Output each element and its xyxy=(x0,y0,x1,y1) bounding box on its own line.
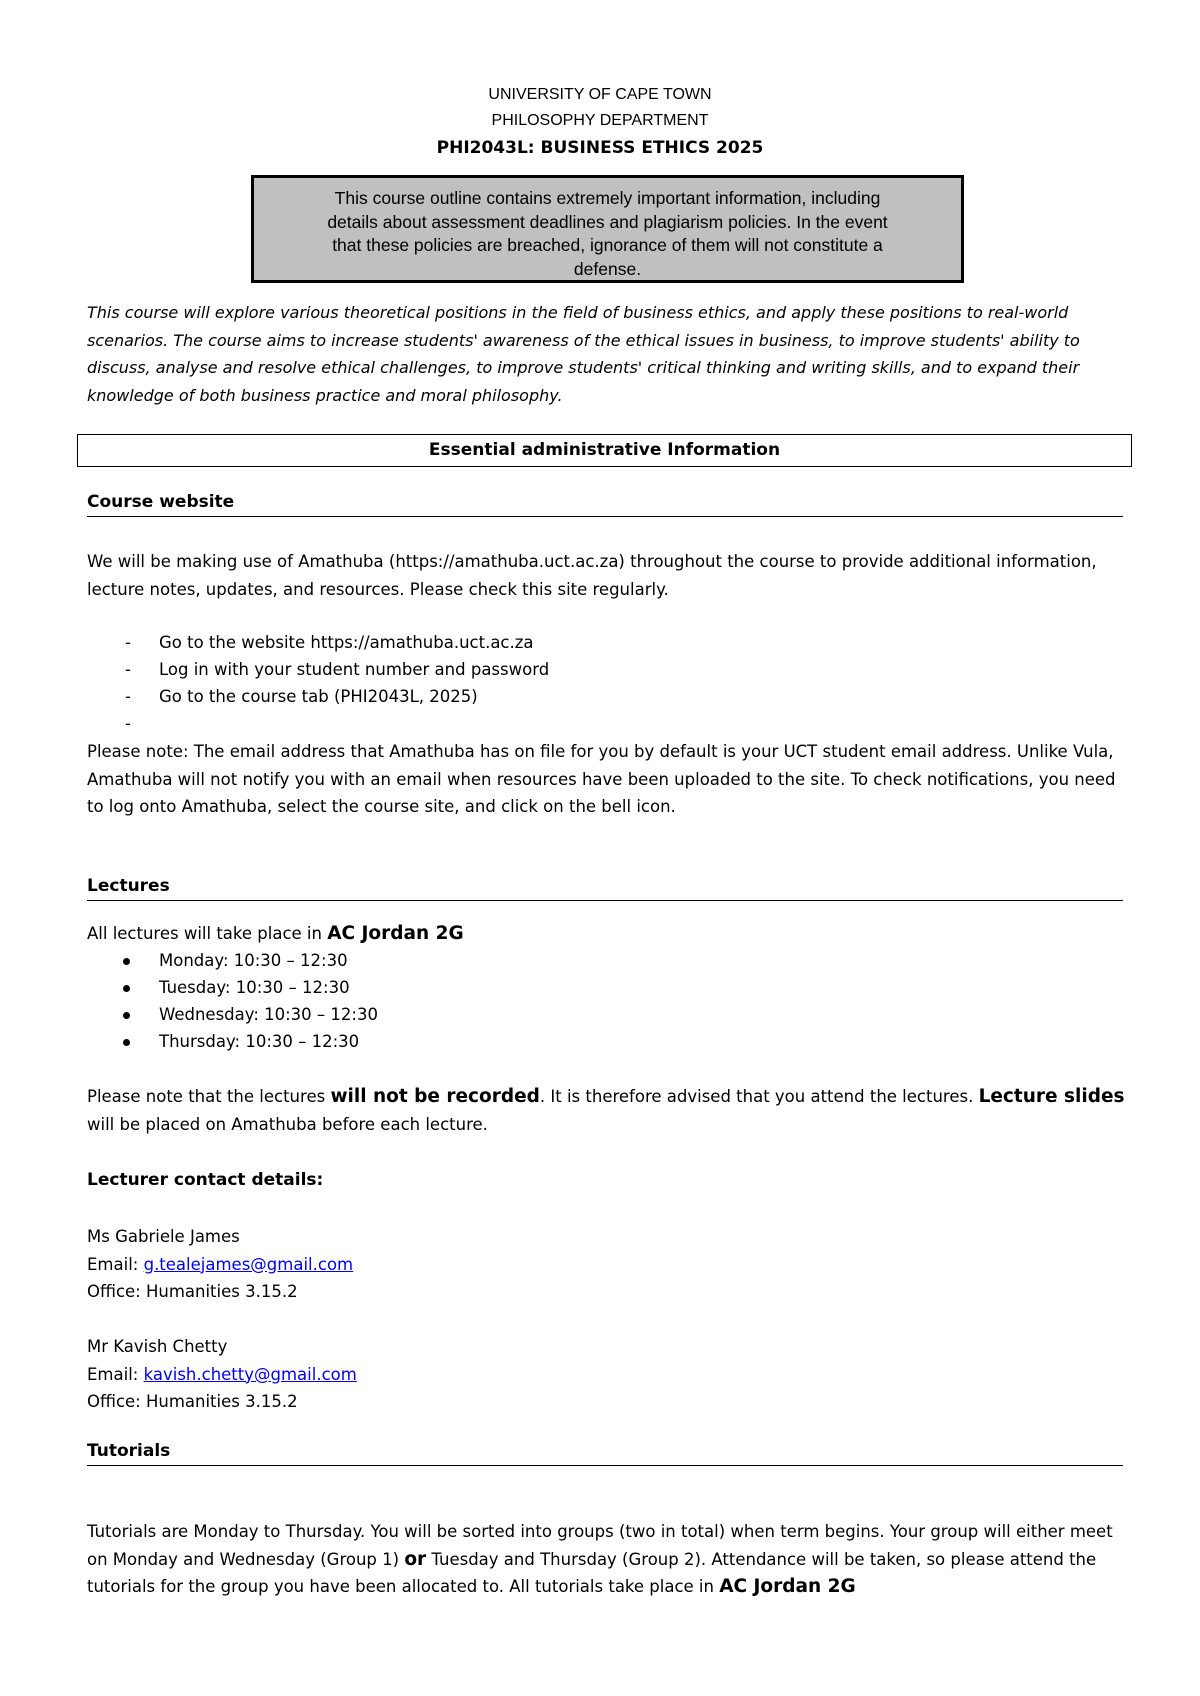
admin-info-banner: Essential administrative Information xyxy=(77,434,1132,467)
bullet-icon xyxy=(123,1039,130,1046)
lecturer-contact-2: Mr Kavish Chetty Email: kavish.chetty@gmail.com Office: Humanities 3.15.2 xyxy=(87,1333,357,1416)
lecturer-contact-1: Ms Gabriele James Email: g.tealejames@gmail.com Office: Humanities 3.15.2 xyxy=(87,1223,353,1306)
list-item: Wednesday: 10:30 – 12:30 xyxy=(87,1001,378,1028)
list-item: Thursday: 10:30 – 12:30 xyxy=(87,1028,378,1055)
tutorials-heading: Tutorials xyxy=(87,1441,1123,1466)
notice-text: This course outline contains extremely important information, including details about assessment deadlines and plagiarism policies. In the event that these policies are breached, ignorance of them will not constitute a defense. xyxy=(327,188,888,279)
course-website-text: We will be making use of Amathuba (https://amathuba.uct.ac.za) throughout the course to provide additional information, lecture notes, updates, and resources. Please check this site regularly. xyxy=(87,552,1097,599)
course-intro: This course will explore various theoretical positions in the field of business ethics, and apply these positions to real-world scenarios. The course aims to increase students' awareness of the ethical issues in business, to improve students' ability to discuss, analyse and resolve ethical challenges, to improve students' critical thinking and writing skills, and to expand their knowledge of both business practice and moral philosophy. xyxy=(87,303,1080,405)
course-website-heading: Course website xyxy=(87,492,1123,517)
email-link[interactable]: kavish.chetty@gmail.com xyxy=(143,1364,357,1384)
bullet-icon xyxy=(123,985,130,992)
list-item: Tuesday: 10:30 – 12:30 xyxy=(87,974,378,1001)
lecturer-name: Mr Kavish Chetty xyxy=(87,1337,228,1356)
lectures-heading: Lectures xyxy=(87,876,1123,901)
email-link[interactable]: g.tealejames@gmail.com xyxy=(143,1254,354,1274)
list-item: Monday: 10:30 – 12:30 xyxy=(87,947,378,974)
lecture-schedule-list xyxy=(87,947,378,1055)
department-name: PHILOSOPHY DEPARTMENT xyxy=(491,112,709,129)
amathuba-note: Please note: The email address that Amathuba has on file for you by default is your UCT student email address. Unlike Vula, Amathuba will not notify you with an email when resources have been uploaded to the site. To check notifications, you need to log onto Amathuba, select the course site, and click on the bell icon. xyxy=(87,742,1116,816)
list-item: - Go to the website https://amathuba.uct.ac.za xyxy=(125,633,534,652)
lecturer-office: Office: Humanities 3.15.2 xyxy=(87,1392,298,1411)
list-item: - Go to the course tab (PHI2043L, 2025) xyxy=(125,687,478,706)
lecturer-name: Ms Gabriele James xyxy=(87,1227,240,1246)
lecture-venue: AC Jordan 2G xyxy=(327,923,464,944)
list-item: - xyxy=(125,714,131,733)
lecture-venue-line: All lectures will take place in AC Jordan 2G xyxy=(87,923,464,944)
bullet-icon xyxy=(123,1012,130,1019)
course-title: PHI2043L: BUSINESS ETHICS 2025 xyxy=(436,138,764,158)
list-item: - Log in with your student number and password xyxy=(125,660,550,679)
university-name: UNIVERSITY OF CAPE TOWN xyxy=(488,86,712,103)
lecturer-office: Office: Humanities 3.15.2 xyxy=(87,1282,298,1301)
tutorials-text: Tutorials are Monday to Thursday. You will be sorted into groups (two in total) when term begins. Your group will either meet on Monday and Wednesday (Group 1) or Tuesday and Thursday (Group 2). Attendance will be taken, so please attend the tutorials for the group you have been allocated to. All tutorials take place in AC Jordan 2G xyxy=(87,1522,1113,1597)
tutorial-venue: AC Jordan 2G xyxy=(719,1576,856,1597)
lecturer-contact-heading: Lecturer contact details: xyxy=(87,1170,324,1190)
website-steps-list xyxy=(87,629,549,737)
important-notice-box xyxy=(251,175,964,283)
lecture-recording-note: Please note that the lectures will not be recorded. It is therefore advised that you attend the lectures. Lecture slides will be placed on Amathuba before each lecture. xyxy=(87,1086,1125,1134)
bullet-icon xyxy=(123,958,130,965)
